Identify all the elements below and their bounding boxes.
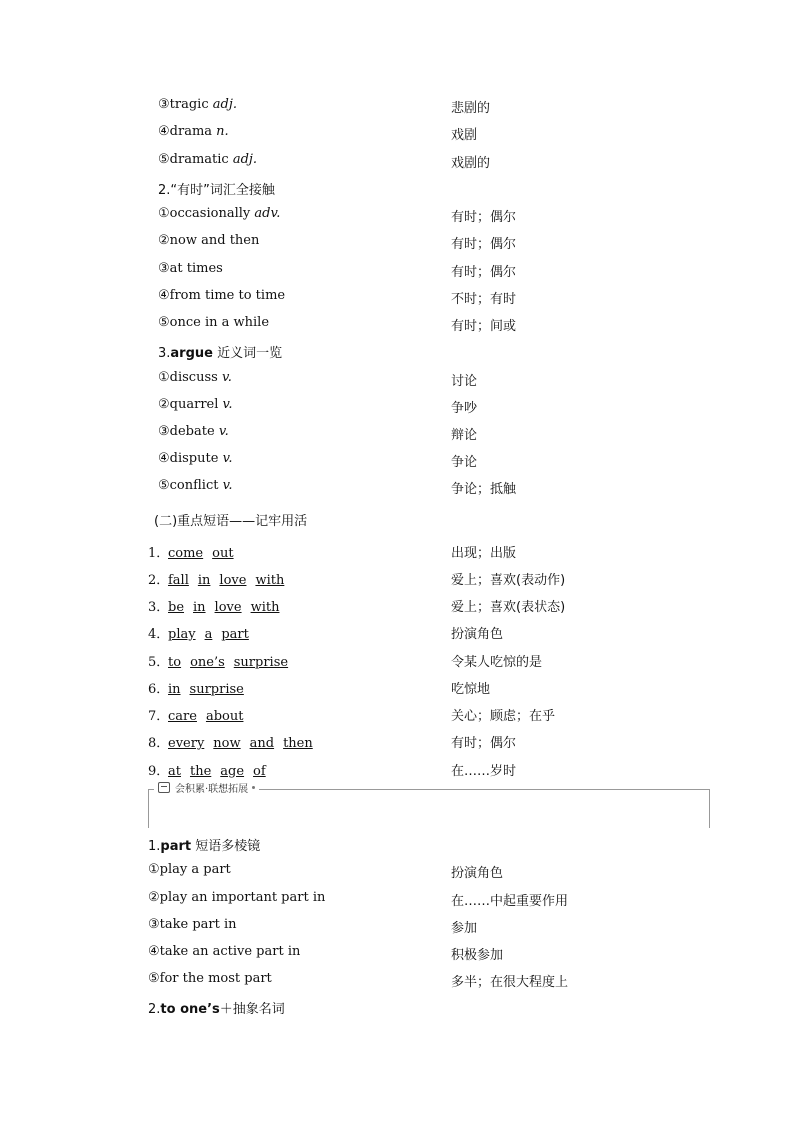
phrase-row: 4．play a part 扮演角色: [148, 627, 504, 642]
vocab-row: ⑤once in a while 有时；间或: [158, 315, 517, 334]
dot-icon: [252, 786, 255, 789]
phrase-row: 7．care about 关心；顾虑；在乎: [148, 709, 556, 724]
vocab-row: ①occasionally adv. 有时；偶尔: [158, 206, 517, 225]
phrases-heading: (二)重点短语——记牢用活: [154, 514, 308, 529]
vocab-row: ④from time to time 不时；有时: [158, 288, 517, 307]
vocab-row: ④drama n. 戏剧: [158, 124, 478, 143]
vocab-row: ③debate v. 辩论: [158, 424, 478, 443]
section-heading: 3.argue 近义词一览: [158, 346, 283, 361]
vocab-row: ③at times 有时；偶尔: [158, 261, 517, 280]
vocab-row: ②now and then 有时；偶尔: [158, 233, 517, 252]
vocab-row: ②play an important part in 在……中起重要作用: [148, 890, 569, 909]
vocab-row: ④take an active part in 积极参加: [148, 944, 504, 963]
section-heading: 2.to one’s＋抽象名词: [148, 1002, 285, 1017]
phrase-row: 8．every now and then 有时；偶尔: [148, 736, 517, 751]
box-label: 会积累·联想拓展: [154, 780, 259, 795]
vocab-row: ⑤dramatic adj. 戏剧的: [158, 152, 491, 171]
note-icon: [158, 782, 170, 793]
vocab-row: ②quarrel v. 争吵: [158, 397, 478, 416]
section-heading: 2.“有时”词汇全接触: [158, 183, 275, 198]
vocab-row: ⑤for the most part 多半；在很大程度上: [148, 971, 569, 990]
vocab-row: ④dispute v. 争论: [158, 451, 478, 470]
phrase-row: 2．fall in love with 爱上；喜欢(表动作): [148, 573, 566, 588]
vocab-row: ⑤conflict v. 争论；抵触: [158, 478, 517, 497]
vocab-row: ③tragic adj. 悲剧的: [158, 97, 491, 116]
expansion-box: [148, 784, 710, 828]
phrase-row: 3．be in love with 爱上；喜欢(表状态): [148, 600, 566, 615]
section-heading: 1.part 短语多棱镜: [148, 839, 261, 854]
vocab-row: ③take part in 参加: [148, 917, 478, 936]
phrase-row: 6．in surprise 吃惊地: [148, 682, 491, 697]
phrase-row: 5．to one’s surprise 令某人吃惊的是: [148, 655, 543, 670]
phrase-row: 1．come out 出现；出版: [148, 546, 517, 561]
vocab-row: ①discuss v. 讨论: [158, 370, 478, 389]
phrase-row: 9．at the age of 在……岁时: [148, 764, 517, 779]
vocab-row: ①play a part 扮演角色: [148, 862, 504, 881]
